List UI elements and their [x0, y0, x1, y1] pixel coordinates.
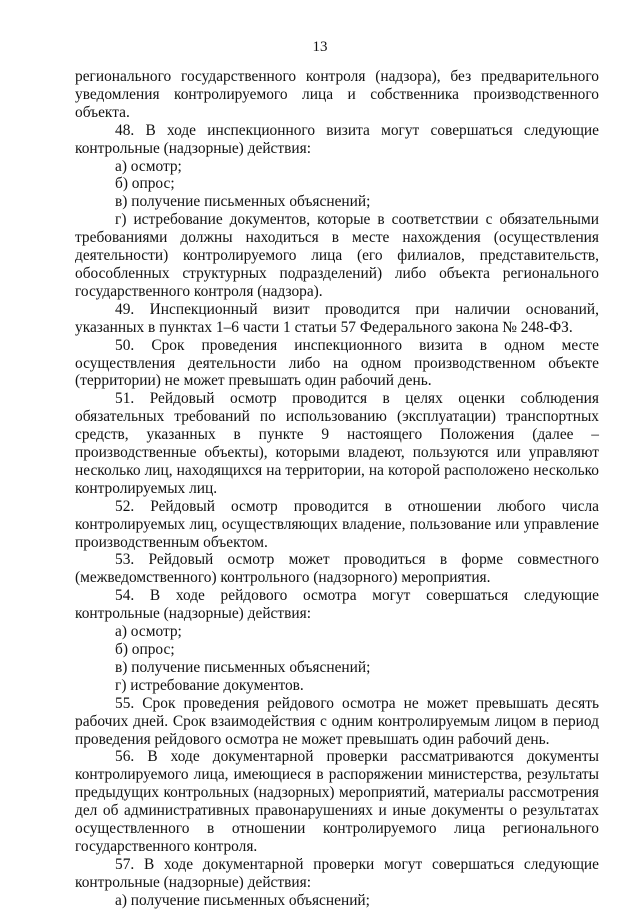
paragraph: 49. Инспекционный визит проводится при наличии оснований, указанных в пунктах 1–6 части 1 статьи 57 Федерального закона № 248-ФЗ.	[75, 300, 599, 336]
paragraph: 53. Рейдовый осмотр может проводиться в форме совместного (межведомственного) контрольного (надзорного) мероприятия.	[75, 551, 599, 587]
list-item: б) опрос;	[115, 175, 175, 193]
paragraph: 54. В ходе рейдового осмотра могут совершаться следующие контрольные (надзорные) действия:	[75, 587, 599, 623]
list-item: а) осмотр;	[115, 623, 182, 641]
list-item: в) получение письменных объяснений;	[115, 658, 371, 676]
paragraph: 57. В ходе документарной проверки могут совершаться следующие контрольные (надзорные) действия:	[75, 855, 599, 891]
list-item: в) получение письменных объяснений;	[115, 193, 371, 211]
paragraph: 48. В ходе инспекционного визита могут совершаться следующие контрольные (надзорные) действия:	[75, 121, 599, 157]
list-item: а) осмотр;	[115, 157, 182, 175]
paragraph: 55. Срок проведения рейдового осмотра не может превышать десять рабочих дней. Срок взаимодействия с одним контролируемым лицом в период проведения рейдового осмотра не может превышать один рабочий день.	[75, 694, 599, 748]
paragraph: 56. В ходе документарной проверки рассматриваются документы контролируемого лица, имеющиеся в распоряжении министерства, результаты предыдущих контрольных (надзорных) мероприятий, материалы рассмотрения дел об административных правонарушениях и иные документы о результатах осуществленного в отношении контролируемого лица регионального государственного контроля.	[75, 748, 599, 855]
page-number: 13	[312, 39, 328, 55]
document-body	[75, 68, 599, 910]
list-item: б) опрос;	[115, 641, 175, 658]
paragraph: 50. Срок проведения инспекционного визита в одном месте осуществления деятельности либо на одном производственном объекте (территории) не может превышать один рабочий день.	[75, 336, 599, 390]
paragraph: 52. Рейдовый осмотр проводится в отношении любого числа контролируемых лиц, осуществляющих владение, пользование или управление производственным объектом.	[75, 497, 599, 551]
list-item: а) получение письменных объяснений;	[115, 891, 370, 909]
list-item: г) истребование документов.	[115, 676, 304, 694]
paragraph: 51. Рейдовый осмотр проводится в целях оценки соблюдения обязательных требований по использованию (эксплуатации) транспортных средств, указанных в пункте 9 настоящего Положения (далее – производственные объекты), которыми владеют, пользуются или управляют несколько лиц, находящихся на территории, на которой расположено несколько контролируемых лиц.	[75, 390, 599, 497]
paragraph: г) истребование документов, которые в соответствии с обязательными требованиями должны находиться в месте нахождения (осуществления деятельности) контролируемого лица (его филиалов, представительств, обособленных структурных подразделений) либо объекта регионального государственного контроля (надзора).	[75, 211, 599, 300]
paragraph: регионального государственного контроля (надзора), без предварительного уведомления контролируемого лица и собственника производственного объекта.	[75, 68, 599, 121]
